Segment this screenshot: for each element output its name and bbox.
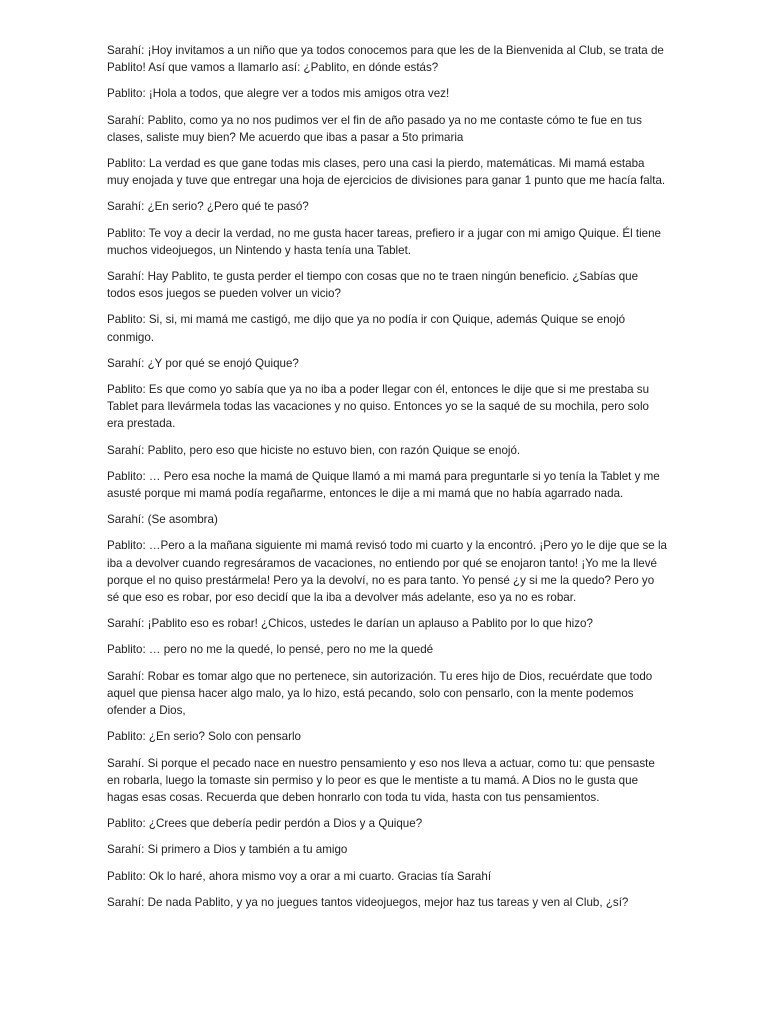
- dialogue-line-10: Pablito: Es que como yo sabía que ya no iba a poder llegar con él, entonces le dije que si me prestaba su Tablet para llevármela todas las vacaciones y no quiso. Entonces yo se la saqué de su mochila, pero solo era prestada.: [107, 383, 650, 431]
- dialogue-line-6: Pablito: Te voy a decir la verdad, no me gusta hacer tareas, prefiero ir a jugar con mi amigo Quique. Él tiene muchos videojuegos, un Nintendo y hasta tenía una Tablet.: [107, 226, 662, 257]
- dialogue-line-21: Sarahí: Si primero a Dios y también a tu amigo: [107, 843, 348, 857]
- dialogue-line-23: Sarahí: De nada Pablito, y ya no juegues tantos videojuegos, mejor haz tus tareas y ven al Club, ¿sí?: [107, 895, 629, 909]
- dialogue-line-19: Sarahí. Si porque el pecado nace en nuestro pensamiento y eso nos lleva a actuar, como tu: que pensaste en robarla, luego la tomaste sin permiso y lo peor es que le mentiste a tu mamá. A Dios no le gusta que hagas esas cosas. Recuerda que deben honrarlo con toda tu vida, hasta con tus pensamientos.: [107, 756, 655, 804]
- dialogue-line-12: Pablito: … Pero esa noche la mamá de Quique llamó a mi mamá para preguntarle si yo tenía la Tablet y me asusté porque mi mamá podía regañarme, entonces le dije a mi mamá que no había agarrado nada.: [107, 469, 660, 501]
- dialogue-line-5: Sarahí: ¿En serio? ¿Pero qué te pasó?: [107, 200, 309, 214]
- dialogue-line-4: Pablito: La verdad es que gane todas mis clases, pero una casi la pierdo, matemáticas. Mi mamá estaba muy enojada y tuve que entregar una hoja de ejercicios de divisiones para ganar 1 punto que me hacía falta.: [107, 157, 666, 188]
- dialogue-line-11: Sarahí: Pablito, pero eso que hiciste no estuvo bien, con razón Quique se enojó.: [107, 443, 521, 457]
- dialogue-line-17: Sarahí: Robar es tomar algo que no pertenece, sin autorización. Tu eres hijo de Dios, recuérdate que todo aquel que piensa hacer algo malo, ya lo hizo, está pecando, solo con pensarlo, con la mente podemos ofender a Dios,: [107, 669, 653, 718]
- dialogue-line-20: Pablito: ¿Crees que debería pedir perdón a Dios y a Quique?: [107, 817, 423, 831]
- dialogue-line-7: Sarahí: Hay Pablito, te gusta perder el tiempo con cosas que no te traen ningún beneficio. ¿Sabías que todos esos juegos se pueden volver un vicio?: [107, 270, 639, 301]
- dialogue-line-15: Sarahí: ¡Pablito eso es robar! ¿Chicos, ustedes le darían un aplauso a Pablito por lo que hizo?: [107, 617, 593, 631]
- dialogue-line-1: Sarahí: ¡Hoy invitamos a un niño que ya todos conocemos para que les de la Bienvenida al Club, se trata de Pablito! Así que vamos a llamarlo así: ¿Pablito, en dónde estás?: [107, 44, 664, 75]
- dialogue-line-14: Pablito: …Pero a la mañana siguiente mi mamá revisó todo mi cuarto y la encontró. ¡Pero yo le dije que se la iba a devolver cuando regresáramos de vacaciones, no entiendo por qué se enojaron tanto! ¡Yo me la llevé porque el no quiso prestármela! Pero ya la devolví, no es para tanto. Yo pensé ¿y si me la quedo? Pero yo sé que eso es robar, por eso decidí que la iba a devolver más adelante, eso ya no es robar.: [107, 539, 668, 605]
- dialogue-line-3: Sarahí: Pablito, como ya no nos pudimos ver el fin de año pasado ya no me contaste cómo te fue en tus clases, saliste muy bien? Me acuerdo que ibas a pasar a 5to primaria: [107, 113, 642, 144]
- dialogue-line-18: Pablito: ¿En serio? Solo con pensarlo: [107, 730, 301, 744]
- dialogue-line-13: Sarahí: (Se asombra): [107, 513, 218, 527]
- dialogue-line-16: Pablito: … pero no me la quedé, lo pensé, pero no me la quedé: [107, 643, 434, 657]
- dialogue-line-9: Sarahí: ¿Y por qué se enojó Quique?: [107, 356, 299, 370]
- dialogue-line-8: Pablito: Si, si, mi mamá me castigó, me dijo que ya no podía ir con Quique, además Quique se enojó conmigo.: [107, 313, 626, 344]
- dialogue-line-22: Pablito: Ok lo haré, ahora mismo voy a orar a mi cuarto. Gracias tía Sarahí: [107, 869, 492, 883]
- dialogue-line-2: Pablito: ¡Hola a todos, que alegre ver a todos mis amigos otra vez!: [107, 87, 450, 101]
